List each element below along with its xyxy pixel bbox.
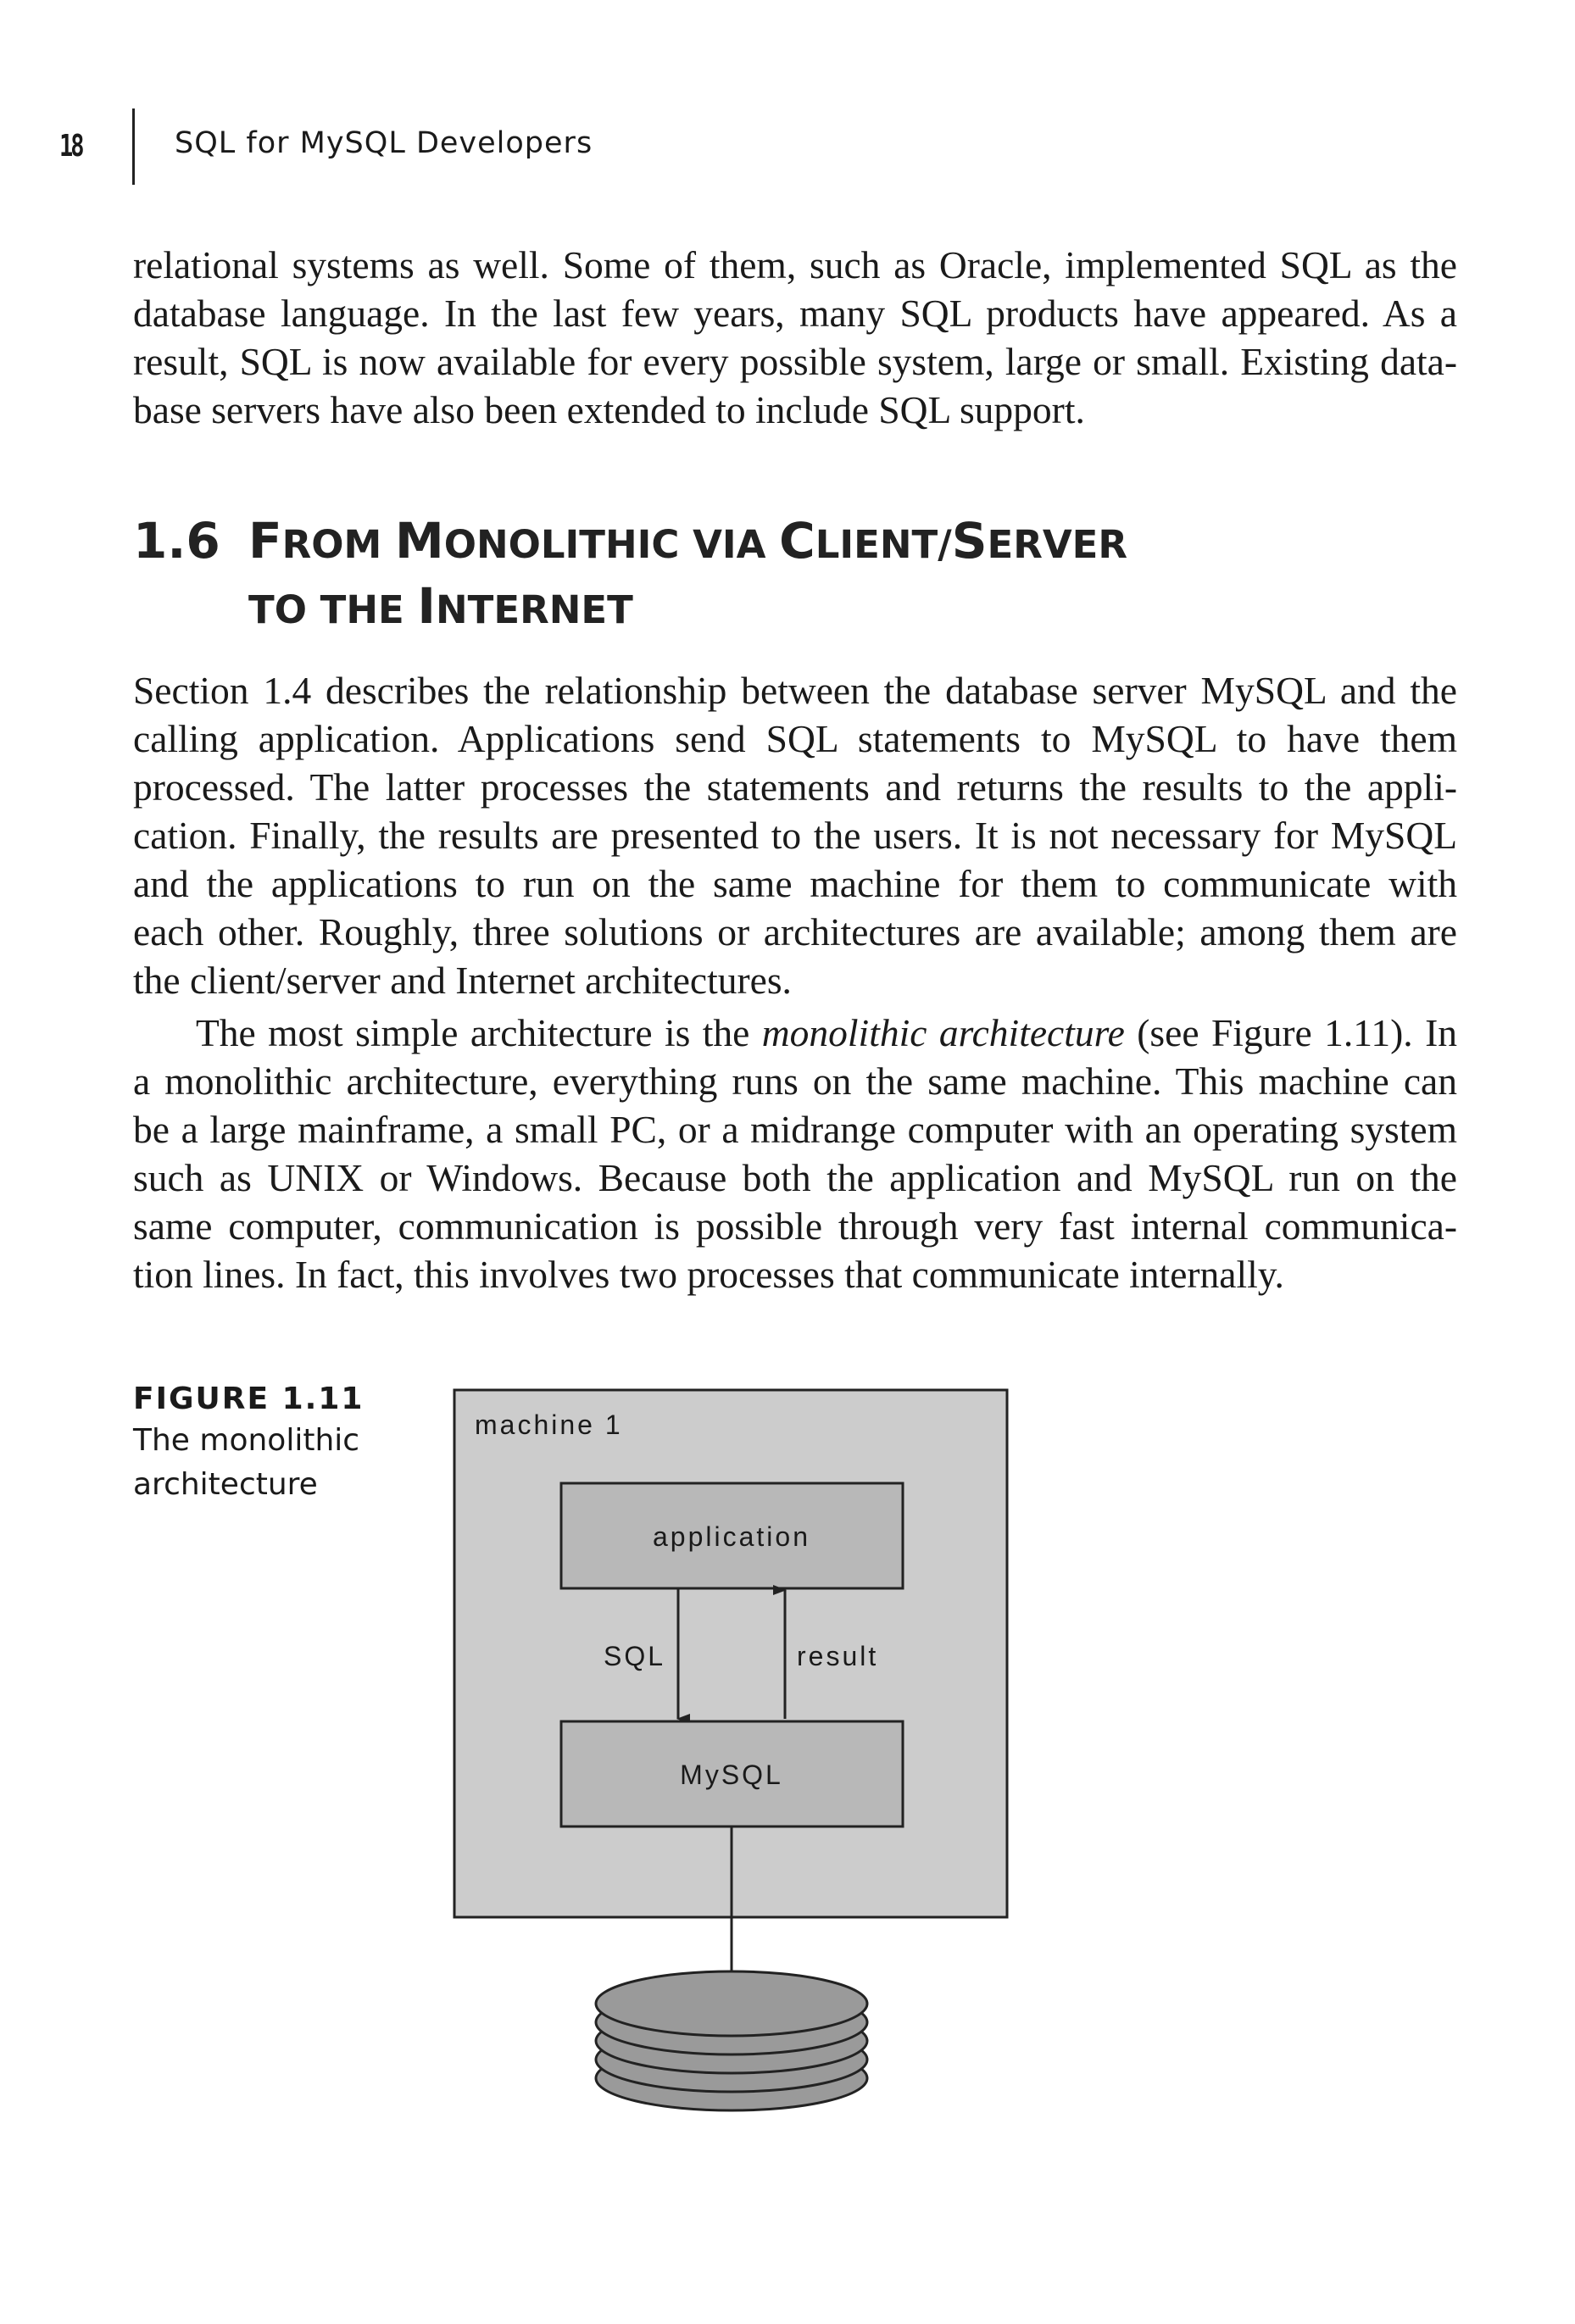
section-number: 1.6	[133, 512, 220, 570]
text-line: calling application. Applications send SQL statements to MySQL to have them	[133, 717, 1457, 760]
monolithic-architecture-diagram	[449, 1382, 1026, 2149]
text-line: database language. In the last few years, many SQL products have appeared. As a	[133, 292, 1457, 335]
running-head-rule	[132, 108, 135, 185]
result-arrow-label: result	[797, 1641, 879, 1671]
database-disk-stack-icon	[596, 1971, 867, 2110]
emphasis-monolithic-architecture: monolithic architecture	[761, 1011, 1125, 1054]
machine-label: machine 1	[475, 1409, 623, 1440]
application-label: application	[653, 1521, 810, 1552]
section-paragraph-1	[133, 666, 1457, 1004]
text-line: The most simple architecture is the monolithic architecture (see Figure 1.11). In	[196, 1011, 1457, 1054]
sql-arrow-label: SQL	[604, 1641, 666, 1671]
text-line: a monolithic architecture, everything runs on the same machine. This machine can	[133, 1059, 1457, 1103]
text-line: same computer, communication is possible through very fast internal communica-	[133, 1204, 1457, 1248]
section-title-line2: TO THE INTERNET	[248, 577, 633, 635]
section-heading	[133, 510, 1405, 641]
section-title-line1: FROM MONOLITHIC VIA CLIENT/SERVER	[248, 512, 1128, 570]
text-line: be a large mainframe, a small PC, or a midrange computer with an operating system	[133, 1108, 1457, 1151]
book-title: SQL for MySQL Developers	[175, 126, 593, 160]
text-line: and the applications to run on the same machine for them to communicate with	[133, 862, 1457, 905]
section-paragraph-2	[133, 1009, 1457, 1298]
text-line: base servers have also been extended to include SQL support.	[133, 388, 1085, 431]
figure-caption-line: architecture	[133, 1467, 318, 1502]
text-line: relational systems as well. Some of them, such as Oracle, implemented SQL as the	[133, 243, 1457, 286]
text-line: processed. The latter processes the statements and returns the results to the appli-	[133, 765, 1457, 809]
mysql-label: MySQL	[680, 1760, 783, 1790]
figure-label: FIGURE 1.11	[133, 1382, 365, 1416]
text-line: cation. Finally, the results are presented to the users. It is not necessary for MySQL	[133, 814, 1457, 857]
text-line: such as UNIX or Windows. Because both the application and MySQL run on the	[133, 1156, 1457, 1199]
text-line: each other. Roughly, three solutions or architectures are available; among them are	[133, 910, 1457, 954]
intro-paragraph	[133, 241, 1457, 434]
text-line: Section 1.4 describes the relationship between the database server MySQL and the	[133, 669, 1457, 712]
figure-caption	[133, 1380, 364, 1507]
diagram-svg	[449, 1382, 1026, 2144]
text-line: result, SQL is now available for every possible system, large or small. Existing data-	[133, 340, 1457, 383]
figure-caption-line: The monolithic	[133, 1423, 360, 1458]
text-line: tion lines. In fact, this involves two processes that communicate internally.	[133, 1253, 1284, 1296]
page-number: 18	[59, 129, 82, 164]
text-line: the client/server and Internet architectures.	[133, 959, 792, 1002]
